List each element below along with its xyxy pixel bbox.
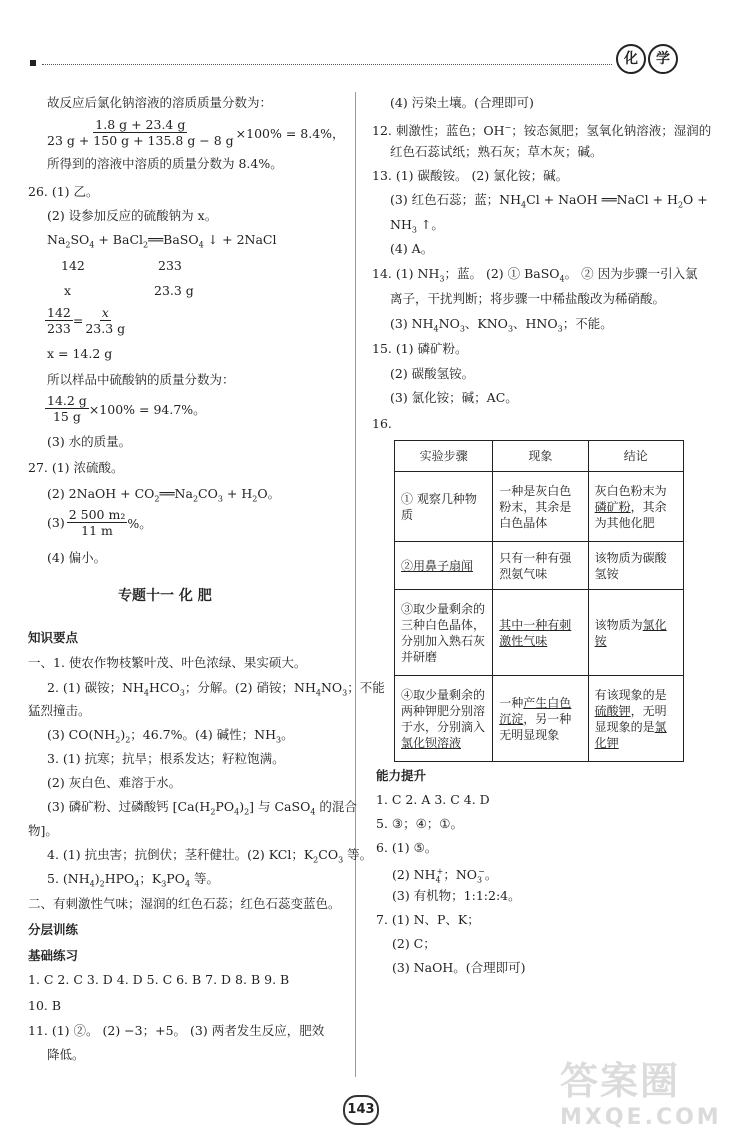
answer-12-cont: 红色石蕊试纸；熟石灰；草木灰；碱。 <box>390 144 603 159</box>
table-header: 现象 <box>493 441 588 472</box>
knowledge-2: 2. (1) 碳铵；$NH_4HCO_3$；分解。(2) 硝铵；$NH_4NO_3$；不能 <box>47 680 385 698</box>
fraction-denominator: 23 g + 150 g + 135.8 g − 8 g <box>47 133 234 148</box>
topic-title: 专题十一 化 肥 <box>118 588 212 604</box>
answer-14-cont: 离子，干扰判断；将步骤一中稀盐酸改为稀硝酸。 <box>390 291 666 306</box>
table-cell-observation: 只有一种有强烈氨气味 <box>493 542 588 590</box>
answer-13: 13. (1) 碳酸铵。 (2) 氯化铵；碱。 <box>372 168 569 183</box>
knowledge-5: (2) 灰白色、难溶于水。 <box>47 775 182 790</box>
table-header: 实验步骤 <box>395 441 493 472</box>
watermark-url: MXQE.COM <box>560 1105 722 1130</box>
knowledge-2-cont: 猛烈撞击。 <box>28 703 91 718</box>
basic-answers-1-9: 1. C 2. C 3. D 4. D 5. C 6. B 7. D 8. B 9. B <box>28 972 290 987</box>
table-cell-conclusion: 该物质为碳酸氢铵 <box>588 542 683 590</box>
answer-14-3: (3) $NH_4NO_3$、$KNO_3$、$HNO_3$；不能。 <box>390 316 613 334</box>
table-cell-observation: 其中一种有刺激性气味 <box>493 590 588 676</box>
knowledge-8: 5. $(NH_4)_2HPO_4$；$K_3PO_4$ 等。 <box>47 871 220 889</box>
question-26-1: 26. (1) 乙。 <box>28 184 99 199</box>
basic-answer-11-cont: 降低。 <box>47 1047 85 1062</box>
question-27-4: (4) 偏小。 <box>47 550 107 565</box>
knowledge-9: 二、有刺激性气味；湿润的红色石蕊；红色石蕊变蓝色。 <box>28 896 341 911</box>
table-row <box>395 542 684 590</box>
text-line: 所得到的溶液中溶质的质量分数为 8.4%。 <box>47 156 283 171</box>
table-cell-step: ③取少量剩余的三种白色晶体，分别加入熟石灰并研磨 <box>395 590 493 676</box>
answer-16-label: 16. <box>372 416 392 431</box>
answer-15-2: (2) 碳酸氢铵。 <box>390 366 475 381</box>
advanced-answer-6-2: (2) $NH_4^+$；$NO_3^-$。 <box>392 867 498 885</box>
knowledge-6-cont: 物]。 <box>28 823 58 838</box>
table-cell-conclusion: 该物质为氯化铵 <box>588 590 683 676</box>
advanced-answers-1-4: 1. C 2. A 3. C 4. D <box>376 792 490 807</box>
question-26-2: (2) 设参加反应的硫酸钠为 x。 <box>47 208 218 223</box>
fraction-na2so4: $\frac{14.2 g}{15 g}$ ×100% = 94.7%。 <box>47 393 206 424</box>
knowledge-1: 一、1. 使农作物枝繁叶茂、叶色浓绿、果实硕大。 <box>28 655 307 670</box>
knowledge-4: 3. (1) 抗寒；抗旱；根系发达；籽粒饱满。 <box>47 751 285 766</box>
header-dotted-rule <box>42 64 612 65</box>
chemical-equation: $Na_2SO_4$ + BaCl$_2$══BaSO$_4$ ↓ + 2NaCl <box>47 232 277 250</box>
unknown-x: x <box>64 283 72 298</box>
answer-13-3-cont: $NH_3$ ↑。 <box>390 217 444 235</box>
knowledge-6: (3) 磷矿粉、过磷酸钙 $[Ca(H_2PO_4)_2]$ 与 CaSO$_4$ 的混合 <box>47 799 357 817</box>
text-line: 所以样品中硫酸钠的质量分数为： <box>47 372 235 387</box>
experiment-table <box>394 440 684 762</box>
knowledge-7: 4. (1) 抗虫害；抗倒伏；茎秆健壮。(2) KCl；$K_2CO_3$ 等。 <box>47 847 373 865</box>
answer-15-1: 15. (1) 磷矿粉。 <box>372 341 468 356</box>
molar-mass-na2so4: 142 <box>61 258 85 273</box>
fraction-nacl <box>45 117 345 148</box>
answer-14: 14. (1) $NH_3$；蓝。 (2) ① BaSO$_4$。 ② 因为步骤一引入氯 <box>372 266 698 284</box>
answer-13-4: (4) A。 <box>390 241 434 256</box>
basic-answer-11: 11. (1) ②。 (2) −3；+5。 (3) 两者发生反应，肥效 <box>28 1023 325 1038</box>
table-cell-observation: 一种产生白色沉淀，另一种无明显现象 <box>493 676 588 762</box>
subject-chip-hua: 化 <box>616 44 646 74</box>
basic-answer-10: 10. B <box>28 998 62 1013</box>
answer-13-3: (3) 红色石蕊；蓝；$NH_4Cl$ + NaOH ══NaCl + $H_2O$ + <box>390 192 708 210</box>
header-marker <box>30 60 36 66</box>
section-heading-fenceng: 分层训练 <box>28 922 79 937</box>
fraction-tail: ×100% = 8.4%， <box>235 125 345 141</box>
section-heading-jichu: 基础练习 <box>28 948 79 963</box>
section-heading-zhishi: 知识要点 <box>28 630 79 645</box>
watermark-logo-text: 答案圈 <box>560 1059 681 1103</box>
advanced-answer-5: 5. ③；④；①。 <box>376 816 464 831</box>
table-cell-step: ④取少量剩余的两种钾肥分别溶于水，分别滴入氯化钡溶液 <box>395 676 493 762</box>
answer-15-3: (3) 氯化铵；碱；AC。 <box>390 390 518 405</box>
watermark <box>560 1050 740 1130</box>
question-27-3: (3) $\frac{\text{2 500 m₂}}{11 m}$ %。 <box>47 507 152 538</box>
column-divider <box>355 92 356 1077</box>
table-cell-step: ① 观察几种物质 <box>395 472 493 542</box>
knowledge-3: (3) $CO(NH_2)_2$；46.7%。(4) 碱性；$NH_3$。 <box>47 727 294 745</box>
question-27-1: 27. (1) 浓硫酸。 <box>28 460 124 475</box>
text-line: 故反应后氯化钠溶液的溶质质量分数为： <box>47 95 273 110</box>
answer-12: 12. 刺激性；蓝色；OH−；铵态氮肥；氢氧化钠溶液；湿润的 <box>372 123 712 139</box>
advanced-answer-7-1: 7. (1) N、P、K； <box>376 912 480 927</box>
advanced-answer-7-3: (3) NaOH。(合理即可) <box>392 960 526 975</box>
question-27-2: (2) 2NaOH + $CO_2══Na_2CO_3 + H_2O$。 <box>47 486 281 504</box>
x-value: x = 14.2 g <box>47 346 113 361</box>
table-cell-observation: 一种是灰白色粉末，其余是白色晶体 <box>493 472 588 542</box>
table-row <box>395 472 684 542</box>
right-line-4: (4) 污染土壤。(合理即可) <box>390 95 534 110</box>
mass-baso4: 23.3 g <box>154 283 194 298</box>
table-row <box>395 676 684 762</box>
table-row <box>395 590 684 676</box>
page-number: 143 <box>343 1095 379 1125</box>
table-cell-step: ②用鼻子扇闻 <box>395 542 493 590</box>
section-heading-nengli: 能力提升 <box>376 768 427 783</box>
advanced-answer-6-1: 6. (1) ⑤。 <box>376 840 438 855</box>
table-header: 结论 <box>588 441 683 472</box>
proportion: $\frac{142}{233}$ = $\frac{x}{23.3 g}$ <box>47 305 126 336</box>
advanced-answer-6-3: (3) 有机物；1:1:2:4。 <box>392 888 521 903</box>
advanced-answer-7-2: (2) C； <box>392 936 436 951</box>
table-cell-conclusion: 有该现象的是硫酸钾，无明显现象的是氯化钾 <box>588 676 683 762</box>
molar-mass-baso4: 233 <box>158 258 182 273</box>
subject-chip-xue: 学 <box>648 44 678 74</box>
table-cell-conclusion: 灰白色粉末为磷矿粉，其余为其他化肥 <box>588 472 683 542</box>
fraction-numerator: 1.8 g + 23.4 g <box>95 117 186 132</box>
table-header-row <box>395 441 684 472</box>
question-26-3: (3) 水的质量。 <box>47 434 132 449</box>
